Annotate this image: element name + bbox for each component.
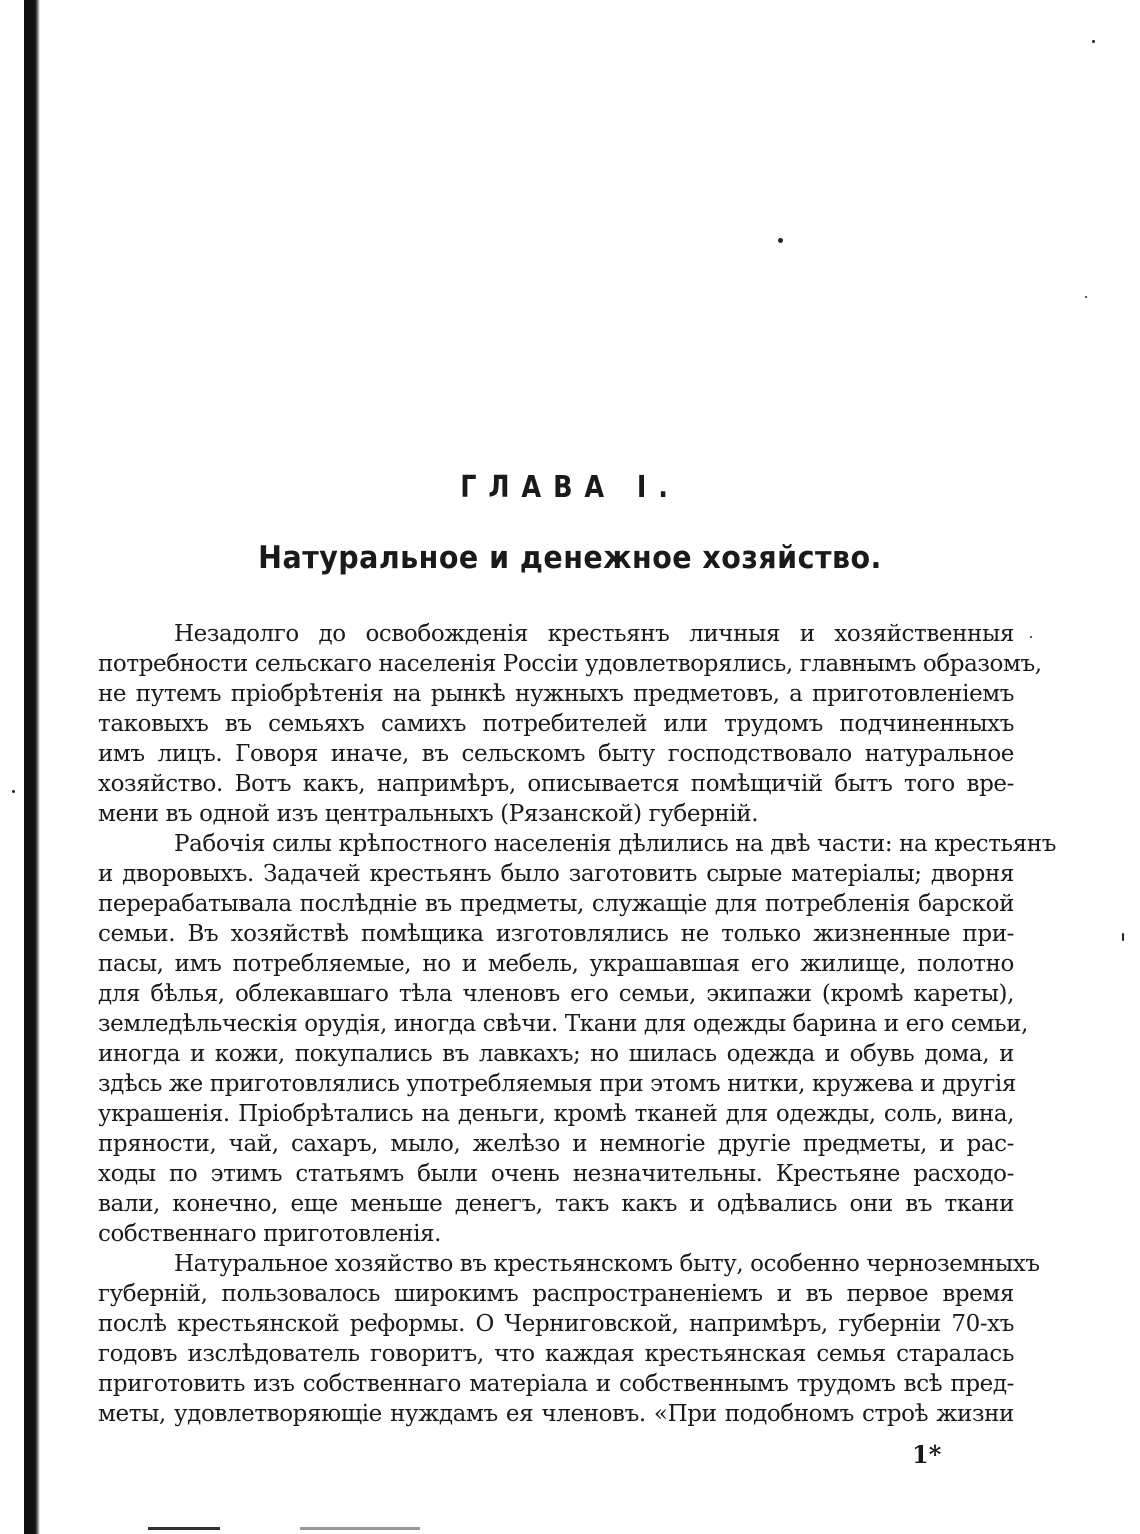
scan-speck	[12, 790, 15, 793]
text-line: Рабочія силы крѣпостного населенія дѣлились на двѣ части: на крестьянъ	[174, 831, 1056, 857]
text-line: потребности сельскаго населенія Россіи удовлетворялись, главнымъ образомъ,	[98, 651, 1042, 677]
text-line: таковыхъ въ семьяхъ самихъ потребителей или трудомъ подчиненныхъ	[98, 711, 1014, 737]
chapter-title: Натуральное и денежное хозяйство.	[258, 540, 882, 576]
paragraph-2	[98, 829, 1056, 1249]
scan-speck	[1030, 636, 1032, 638]
text-line: меты, удовлетворяющіе нуждамъ ея членовъ. «При подобномъ строѣ жизни	[98, 1401, 1014, 1427]
book-spine-shadow	[24, 0, 40, 1534]
text-line: собственнаго приготовленія.	[98, 1221, 442, 1247]
scan-speck	[1092, 40, 1095, 43]
scan-speck	[778, 238, 783, 243]
text-line: иногда и кожи, покупались въ лавкахъ; но шилась одежда и обувь дома, и	[98, 1041, 1014, 1067]
text-line: не путемъ пріобрѣтенія на рынкѣ нужныхъ предметовъ, а приготовленіемъ	[98, 681, 1014, 707]
paragraph-3	[98, 1249, 1040, 1429]
footer-rule	[300, 1527, 420, 1530]
text-line: хозяйство. Вотъ какъ, напримѣръ, описывается помѣщичій бытъ того вре-	[98, 771, 1014, 797]
text-line: вали, конечно, еще меньше денегъ, такъ какъ и одѣвались они въ ткани	[98, 1191, 1014, 1217]
text-line: пряности, чай, сахаръ, мыло, желѣзо и немногіе другіе предметы, и рас-	[98, 1131, 1014, 1157]
text-line: перерабатывала послѣдніе въ предметы, служащіе для потребленія барской	[98, 891, 1014, 917]
text-line: послѣ крестьянской реформы. О Черниговской, напримѣръ, губерніи 70-хъ	[98, 1311, 1014, 1337]
text-line: приготовить изъ собственнаго матеріала и собственнымъ трудомъ всѣ пред-	[98, 1371, 1014, 1397]
text-line: губерній, пользовалось широкимъ распространеніемъ и въ первое время	[98, 1281, 1014, 1307]
body-text	[98, 619, 1056, 1429]
text-line: Натуральное хозяйство въ крестьянскомъ быту, особенно черноземныхъ	[174, 1251, 1040, 1277]
scan-speck	[1085, 296, 1087, 298]
page-number: 1*	[912, 1440, 942, 1469]
chapter-label: ГЛАВА I.	[460, 470, 680, 505]
text-line: и дворовыхъ. Задачей крестьянъ было заготовить сырые матеріалы; дворня	[98, 861, 1014, 887]
footer-rule	[148, 1527, 220, 1530]
scan-speck	[1122, 933, 1124, 941]
text-line: ходы по этимъ статьямъ были очень незначительны. Крестьяне расходо-	[98, 1161, 1014, 1187]
text-line: здѣсь же приготовлялись употребляемыя при этомъ нитки, кружева и другія	[98, 1071, 1016, 1097]
text-line: пасы, имъ потребляемые, но и мебель, украшавшая его жилище, полотно	[98, 951, 1014, 977]
paragraph-1	[98, 619, 1042, 829]
text-line: украшенія. Пріобрѣтались на деньги, кромѣ тканей для одежды, соль, вина,	[98, 1101, 1014, 1127]
text-line: семьи. Въ хозяйствѣ помѣщика изготовлялись не только жизненные при-	[98, 921, 1014, 947]
text-line: земледѣльческія орудія, иногда свѣчи. Ткани для одежды барина и его семьи,	[98, 1011, 1028, 1037]
text-line: мени въ одной изъ центральныхъ (Рязанской) губерній.	[98, 801, 759, 827]
text-line: для бѣлья, облекавшаго тѣла членовъ его семьи, экипажи (кромѣ кареты),	[98, 981, 1014, 1007]
text-line: годовъ изслѣдователь говоритъ, что каждая крестьянская семья старалась	[98, 1341, 1014, 1367]
text-line: Незадолго до освобожденія крестьянъ личныя и хозяйственныя	[174, 621, 1014, 647]
text-line: имъ лицъ. Говоря иначе, въ сельскомъ быту господствовало натуральное	[98, 741, 1014, 767]
